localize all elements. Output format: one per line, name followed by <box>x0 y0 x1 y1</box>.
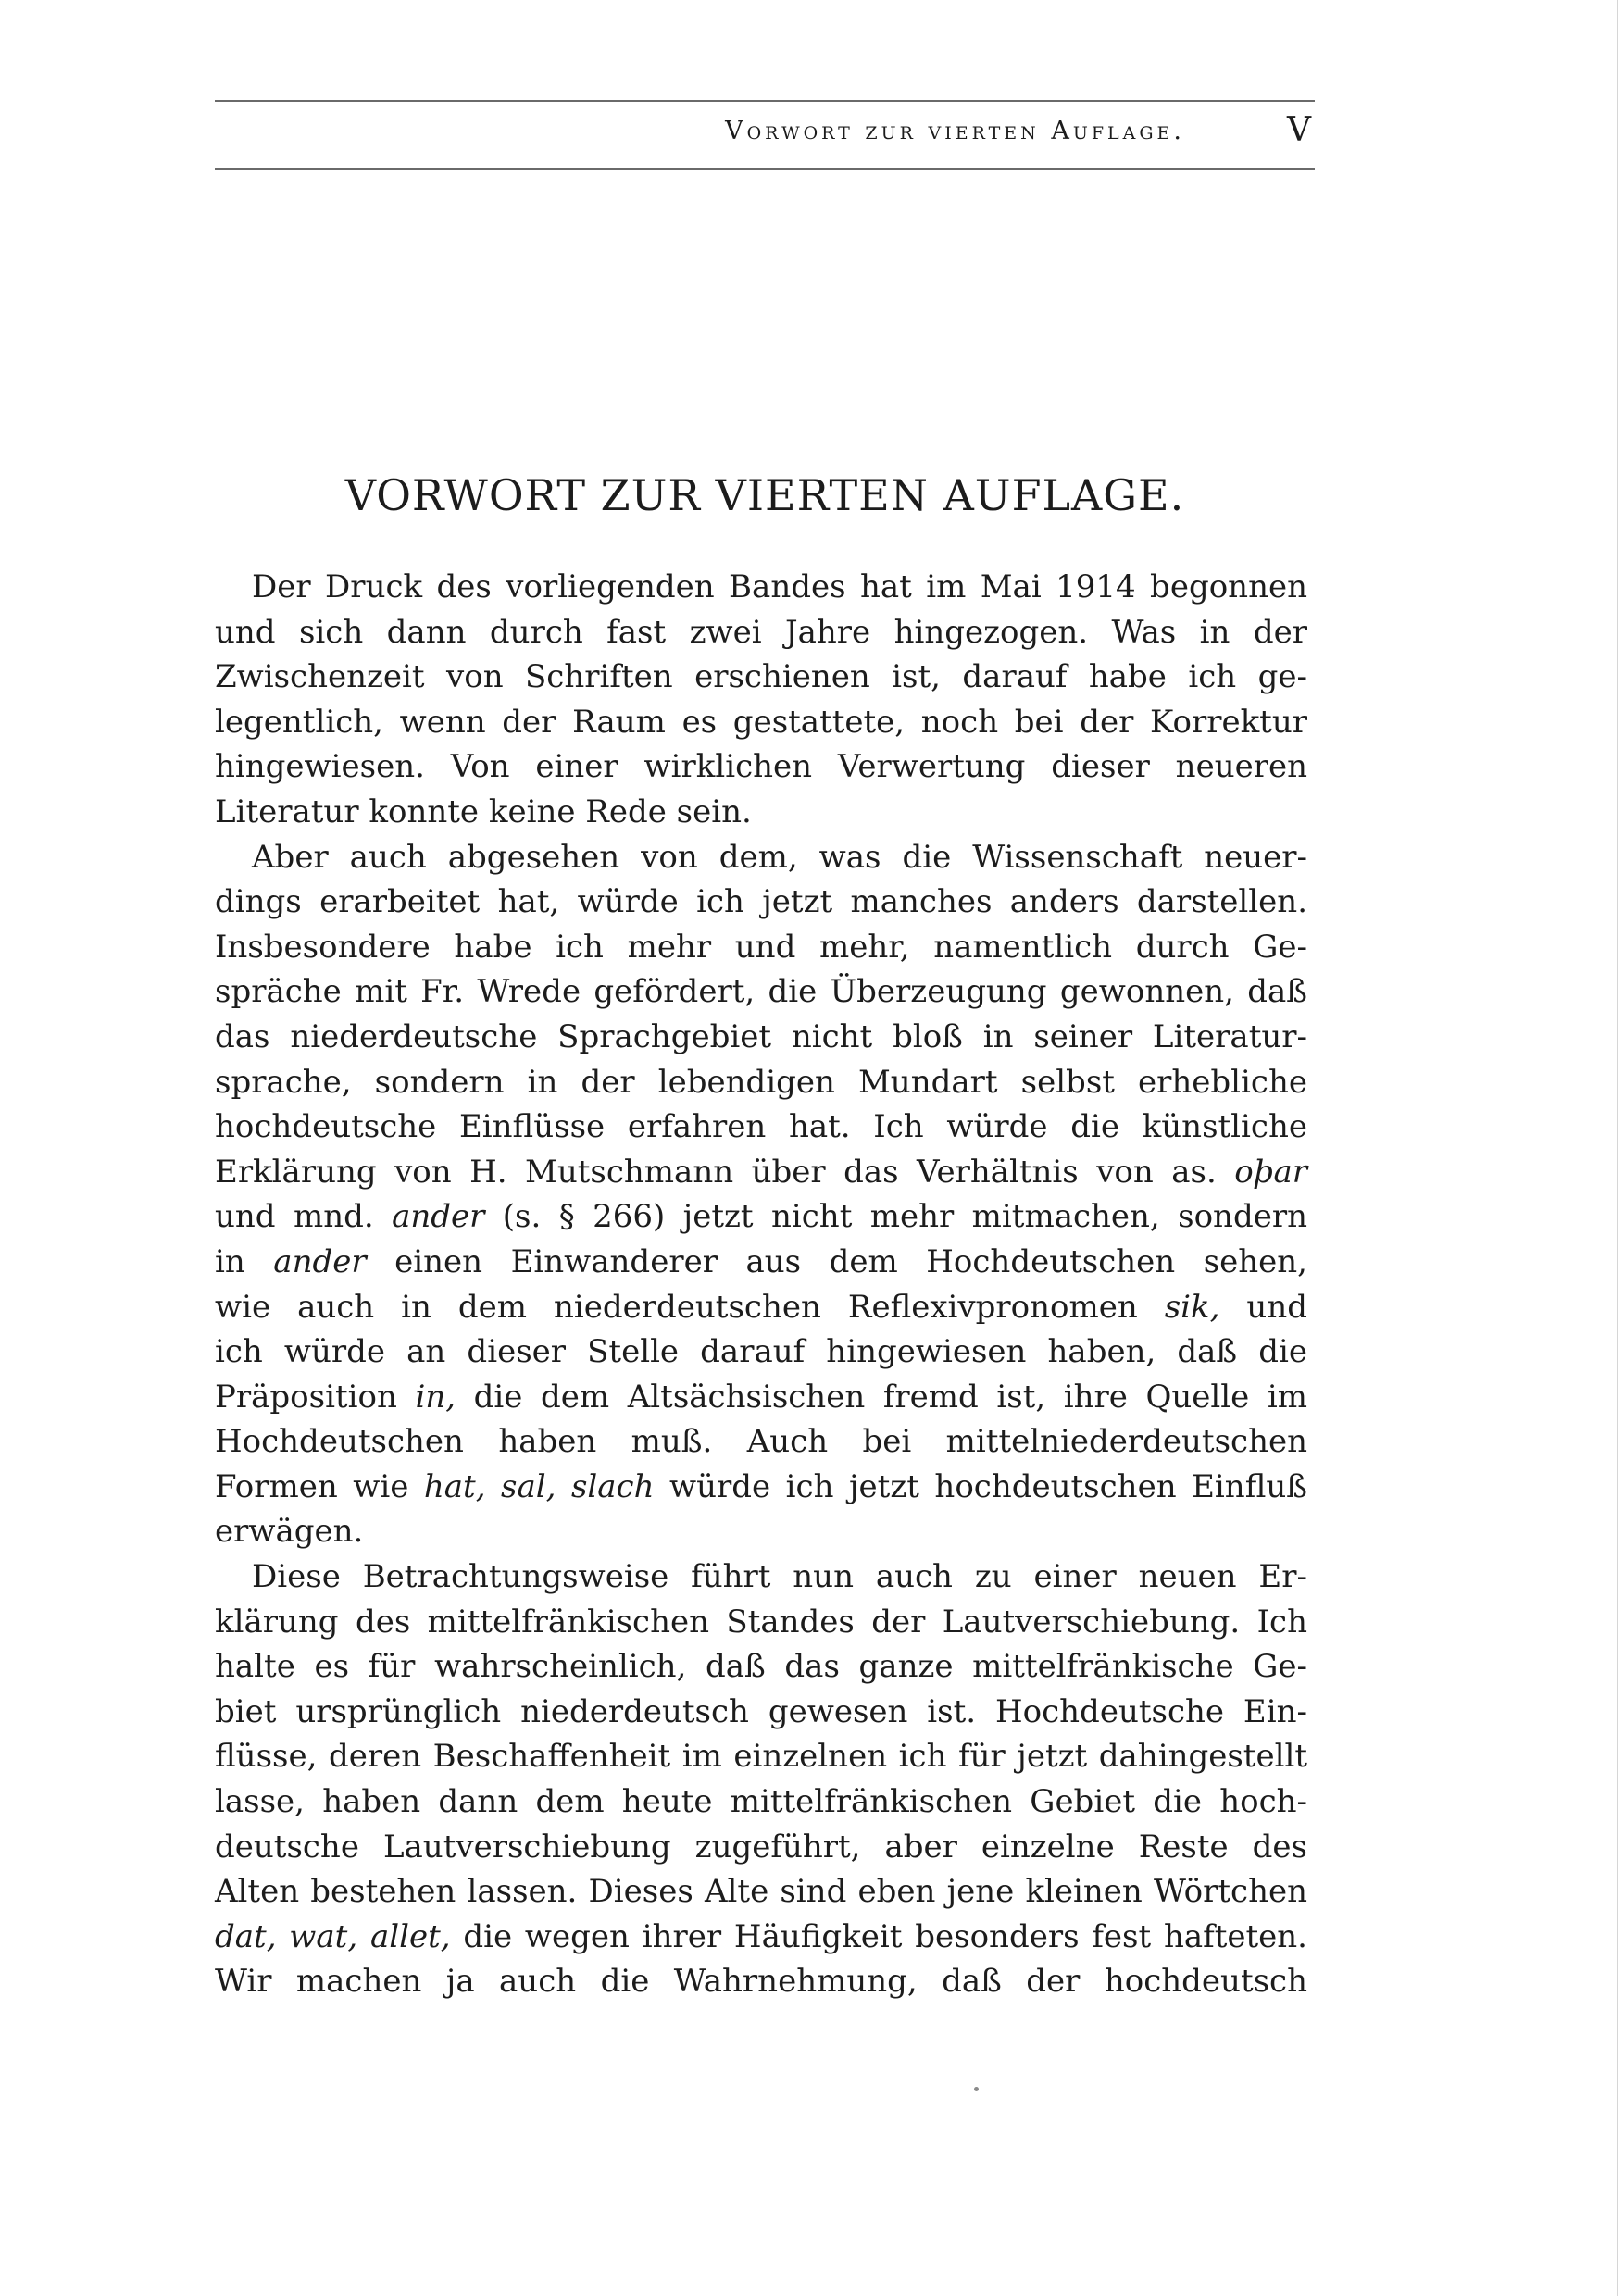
chapter-title: VORWORT ZUR VIERTEN AUFLAGE. <box>344 470 1185 520</box>
body-text <box>215 565 1307 2004</box>
text-line: Wir machen ja auch die Wahrnehmung, daß der hochdeutsch <box>215 1963 1307 2001</box>
text-line: Der Druck des vorliegenden Bandes hat im Mai 1914 begonnen <box>252 568 1307 605</box>
text-line: legentlich, wenn der Raum es gestattete, noch bei der Korrektur <box>215 703 1307 741</box>
header-rule-top <box>215 100 1315 102</box>
text-line: und sich dann durch fast zwei Jahre hingezogen. Was in der <box>215 613 1307 651</box>
paragraph <box>215 565 1307 835</box>
text-line: deutsche Lautverschiebung zugeführt, aber einzelne Reste des <box>215 1828 1307 1866</box>
page-edge-shadow <box>1617 0 1618 2296</box>
text-line: ich würde an dieser Stelle darauf hingewiesen haben, daß die <box>215 1333 1307 1371</box>
text-line: dings erarbeitet hat, würde ich jetzt manches anders darstellen. <box>215 883 1307 921</box>
text-line: Hochdeutschen haben muß. Auch bei mittelniederdeutschen <box>215 1423 1307 1461</box>
text-line: Formen wie hat, sal, slach würde ich jetzt hochdeutschen Einfluß <box>215 1467 1307 1505</box>
text-line: hochdeutsche Einflüsse erfahren hat. Ich würde die künstliche <box>215 1108 1307 1146</box>
text-line: Zwischenzeit von Schriften erschienen ist, darauf habe ich ge- <box>215 658 1307 696</box>
text-line: spräche mit Fr. Wrede gefördert, die Überzeugung gewonnen, daß <box>215 973 1307 1011</box>
text-line: Diese Betrachtungsweise führt nun auch zu einer neuen Er- <box>252 1558 1307 1596</box>
text-line: sprache, sondern in der lebendigen Mundart selbst erhebliche <box>215 1063 1307 1101</box>
print-speck <box>974 2087 979 2091</box>
text-line: Aber auch abgesehen von dem, was die Wissenschaft neuer- <box>252 838 1307 876</box>
text-line: Literatur konnte keine Rede sein. <box>215 792 752 830</box>
paragraph <box>215 835 1307 1555</box>
text-line: Präposition in, die dem Altsächsischen fremd ist, ihre Quelle im <box>215 1378 1307 1416</box>
text-line: hingewiesen. Von einer wirklichen Verwertung dieser neueren <box>215 748 1307 786</box>
text-line: in ander einen Einwanderer aus dem Hochdeutschen sehen, <box>215 1242 1307 1280</box>
paragraph <box>215 1554 1307 2004</box>
page-number: V <box>1287 111 1311 149</box>
text-line: flüsse, deren Beschaffenheit im einzelnen ich für jetzt dahingestellt <box>215 1738 1307 1776</box>
text-line: wie auch in dem niederdeutschen Reflexivpronomen sik, und <box>215 1288 1307 1326</box>
text-line: das niederdeutsche Sprachgebiet nicht bloß in seiner Literatur- <box>215 1017 1307 1055</box>
text-line: dat, wat, allet, die wegen ihrer Häufigkeit besonders fest hafteten. <box>215 1917 1307 1955</box>
text-line: und mnd. ander (s. § 266) jetzt nicht mehr mitmachen, sondern <box>215 1198 1307 1236</box>
text-line: erwägen. <box>215 1513 364 1551</box>
text-line: klärung des mittelfränkischen Standes der Lautverschiebung. Ich <box>215 1603 1307 1641</box>
text-line: Alten bestehen lassen. Dieses Alte sind eben jene kleinen Wörtchen <box>215 1873 1307 1911</box>
text-line: biet ursprünglich niederdeutsch gewesen ist. Hochdeutsche Ein- <box>215 1692 1307 1730</box>
running-header <box>215 109 1315 161</box>
text-line: lasse, haben dann dem heute mittelfränkischen Gebiet die hoch- <box>215 1783 1307 1821</box>
text-line: Erklärung von H. Mutschmann über das Verhältnis von as. oþar <box>215 1153 1307 1191</box>
header-rule-bottom <box>215 168 1315 170</box>
text-line: Insbesondere habe ich mehr und mehr, namentlich durch Ge- <box>215 928 1307 966</box>
running-title: Vorwort zur vierten Auflage. <box>725 117 1185 145</box>
text-line: halte es für wahrscheinlich, daß das ganze mittelfränkische Ge- <box>215 1648 1307 1686</box>
